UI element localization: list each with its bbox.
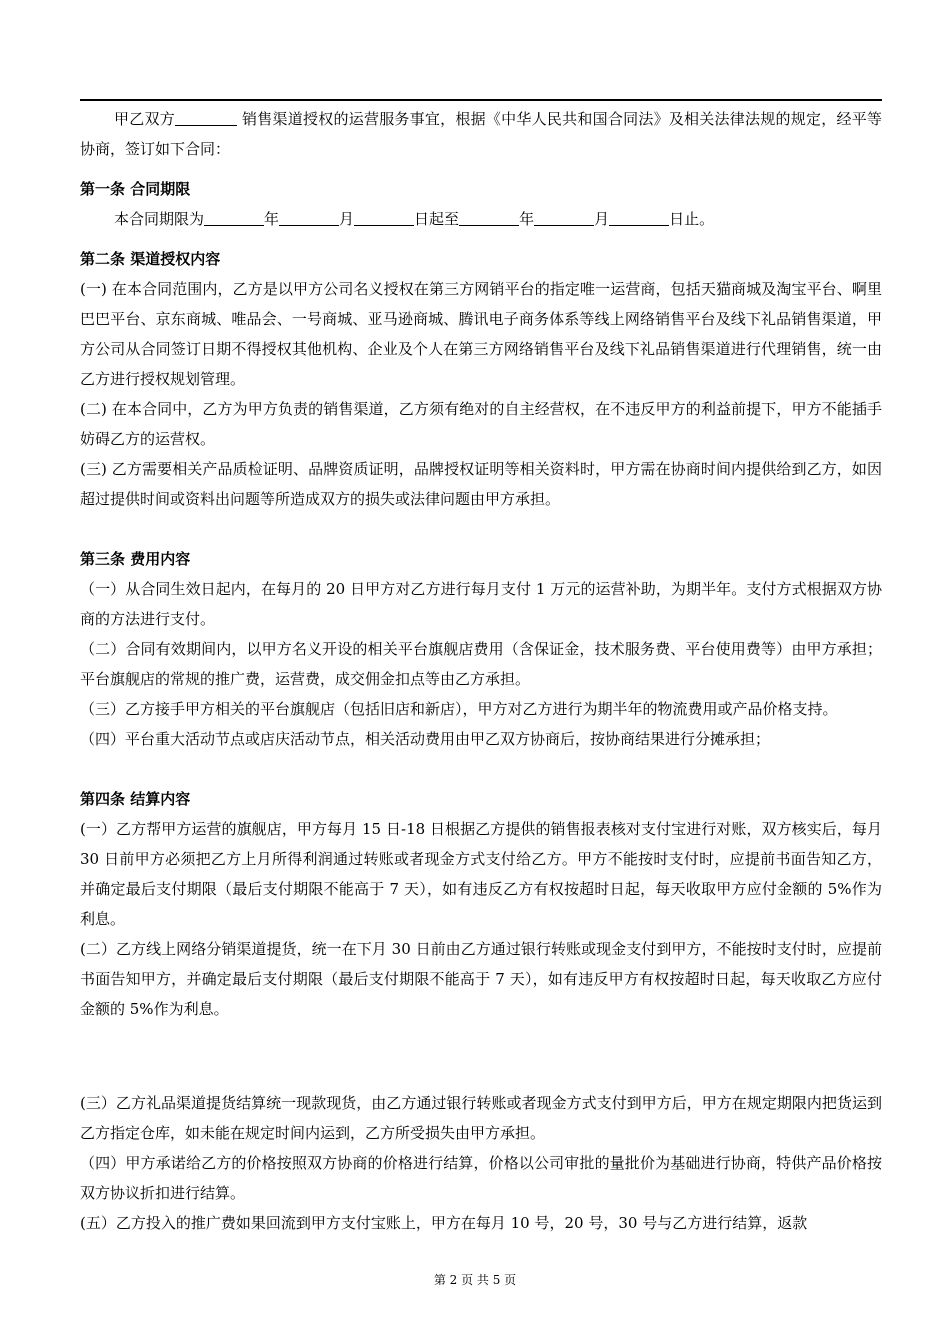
article-2-item: (二) 在本合同中，乙方为甲方负责的销售渠道，乙方须有绝对的自主经营权，在不违反甲方的利益前提下，甲方不能插手妨碍乙方的运营权。 [80,400,882,448]
header-rule [80,99,882,101]
article-1-heading: 第一条 合同期限 [80,180,191,198]
intro-text-1: 甲乙双方 [114,110,175,128]
article-2-item: (三) 乙方需要相关产品质检证明、品牌资质证明，品牌授权证明等相关资料时，甲方需在协商时间内提供给到乙方，如因超过提供时间或资料出问题等所造成双方的损失或法律问题由甲方承担。 [80,460,882,508]
article-3-item: （二）合同有效期间内，以甲方名义开设的相关平台旗舰店费用（含保证金，技术服务费、平台使用费等）由甲方承担；平台旗舰店的常规的推广费，运营费，成交佣金扣点等由乙方承担。 [80,640,882,688]
blank-end-year [459,211,519,226]
article-4-heading: 第四条 结算内容 [80,790,191,808]
intro-paragraph [80,104,882,164]
blank-end-month [534,211,594,226]
blank-end-day [609,211,669,226]
blank-start-day [354,211,414,226]
article-4-item: (二）乙方线上网络分销渠道提货，统一在下月 30 日前由乙方通过银行转账或现金支付到甲方，不能按时支付时，应提前书面告知甲方，并确定最后支付期限（最后支付期限不能高于 7 天），如有违反甲方有权按超时日起，每天收取乙方应付金额的 5%作为利息。 [80,940,882,1018]
blank-start-month [279,211,339,226]
intro-text-2: 销售渠道授权的运营服务事宜，根据《中华人民共和国合同法》及相关法律法规的规定，经平等协商，签订如下合同： [80,110,882,158]
blank-party [175,111,237,126]
article-4-item: (三）乙方礼品渠道提货结算统一现款现货，由乙方通过银行转账或者现金方式支付到甲方后，甲方在规定期限内把货运到乙方指定仓库，如未能在规定时间内运到，乙方所受损失由甲方承担。 [80,1094,882,1142]
document-body [80,104,882,1238]
blank-start-year [204,211,264,226]
article-1-text: 本合同期限为 年 月 日起至 年 月 日止。 [114,210,715,228]
article-2-heading: 第二条 渠道授权内容 [80,250,221,268]
article-2-item: (一) 在本合同范围内，乙方是以甲方公司名义授权在第三方网销平台的指定唯一运营商，包括天猫商城及淘宝平台、啊里巴巴平台、京东商城、唯品会、一号商城、亚马逊商城、腾讯电子商务体系等线上网络销售平台及线下礼品销售渠道，甲方公司从合同签订日期不得授权其他机构、企业及个人在第三方网络销售平台及线下礼品销售渠道进行代理销售，统一由乙方进行授权规划管理。 [80,280,882,388]
article-3-item: （三）乙方接手甲方相关的平台旗舰店（包括旧店和新店），甲方对乙方进行为期半年的物流费用或产品价格支持。 [80,700,838,718]
article-4-item: （四）甲方承诺给乙方的价格按照双方协商的价格进行结算，价格以公司审批的量批价为基础进行协商，特供产品价格按双方协议折扣进行结算。 [80,1154,882,1202]
article-3-item: （一）从合同生效日起内，在每月的 20 日甲方对乙方进行每月支付 1 万元的运营补助，为期半年。支付方式根据双方协商的方法进行支付。 [80,580,882,628]
article-3-item: （四）平台重大活动节点或店庆活动节点，相关活动费用由甲乙双方协商后，按协商结果进行分摊承担； [80,730,771,748]
page-number: 第 2 页 共 5 页 [433,1273,517,1287]
article-3-heading: 第三条 费用内容 [80,550,191,568]
article-4-item: (一）乙方帮甲方运营的旗舰店，甲方每月 15 日-18 日根据乙方提供的销售报表核对支付宝进行对账，双方核实后，每月 30 日前甲方必须把乙方上月所得利润通过转账或者现金方式支付给乙方。甲方不能按时支付时，应提前书面告知乙方，并确定最后支付期限（最后支付期限不能高于 7 天），如有违反乙方有权按超时日起，每天收取甲方应付金额的 5%作为利息。 [80,820,882,928]
article-4-item: (五）乙方投入的推广费如果回流到甲方支付宝账上，甲方在每月 10 号，20 号，30 号与乙方进行结算，返款 [80,1214,808,1232]
